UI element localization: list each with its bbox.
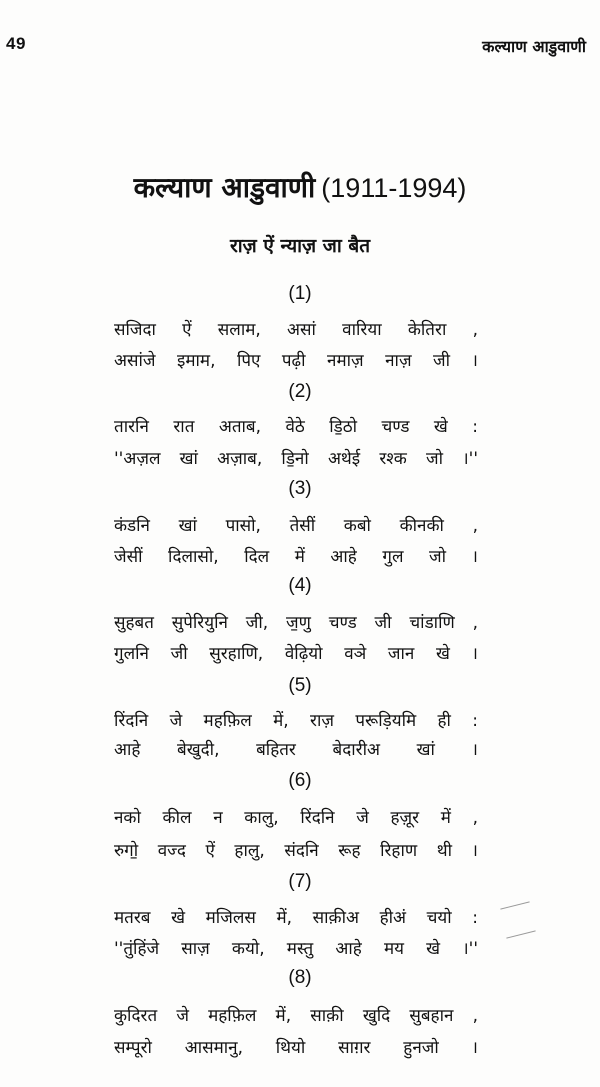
stanza-number: (6) (288, 770, 312, 791)
verse-line: ''तुंहिंजे साज़ कयो, मस्तु आहे मय खे ।'' (114, 939, 478, 959)
stanza-number: (5) (288, 675, 312, 696)
verse-line: कंडनि खां पासो, तेसीं कबो कीनकी , (114, 516, 478, 536)
poet-title (0, 168, 600, 206)
verse-line: रिंदनि जे महफ़िल में, राज़ परूड़ियमि ही : (114, 711, 478, 731)
verse-line: मतरब खे मजिलस में, साक़ीअ हीअं चयो : (114, 908, 478, 928)
print-smudge (500, 901, 529, 909)
verse-line: असांजे इमाम, पिए पढ़ी नमाज़ नाज़ जी । (114, 351, 478, 371)
verse-line: सम्पूरो आसमानु, थियो साग़र हुनजो । (114, 1038, 478, 1058)
poet-name: कल्याण आडुवाणी (133, 171, 316, 204)
print-smudge (506, 930, 535, 938)
verse-line: गुलनि जी सुरहाणि, वेढ़ियो वञे जान खे । (114, 644, 478, 664)
running-header: कल्याण आडुवाणी (482, 37, 586, 56)
verse-line: जेसीं दिलासो, दिल में आहे गुल जो । (114, 547, 478, 567)
stanza-number: (8) (288, 967, 312, 988)
verse-line: तारनि रात अताब, वेठे डि॒ठो चण्ड खे : (114, 417, 478, 437)
poet-years: (1911-1994) (321, 173, 467, 203)
stanza-number: (2) (288, 381, 312, 402)
verse-line: ''अज़ल खां अज़ाब, डि॒नो अथेई रश्क जो ।'' (114, 449, 478, 469)
stanza-number: (4) (288, 575, 312, 596)
page-number: 49 (6, 34, 26, 53)
stanza-number: (3) (288, 478, 312, 499)
verse-line: रुगो॒ वज्द ऐं हालु, संदनि रूह रिहाण थी । (114, 841, 478, 861)
verse-line: आहे बेखुदी, बहितर बेदारीअ खां । (114, 740, 478, 760)
verse-line: सजिदा ऐं सलाम, असां वारिया केतिरा , (114, 320, 478, 340)
verse-line: कुदिरत जे महफ़िल में, साक़ी खुदि सुबहान , (114, 1006, 478, 1026)
stanza-number: (1) (288, 283, 312, 304)
stanza-number: (7) (288, 871, 312, 892)
verse-line: नको कील न कालु, रिंदनि जे हज़ूर में , (114, 808, 478, 828)
verse-line: सुहबत सुपेरियुनि जी, ज॒णु चण्ड जी चांडाणि , (114, 613, 478, 633)
poem-subtitle: राज़ ऐं न्याज़ जा बैत (229, 235, 371, 257)
